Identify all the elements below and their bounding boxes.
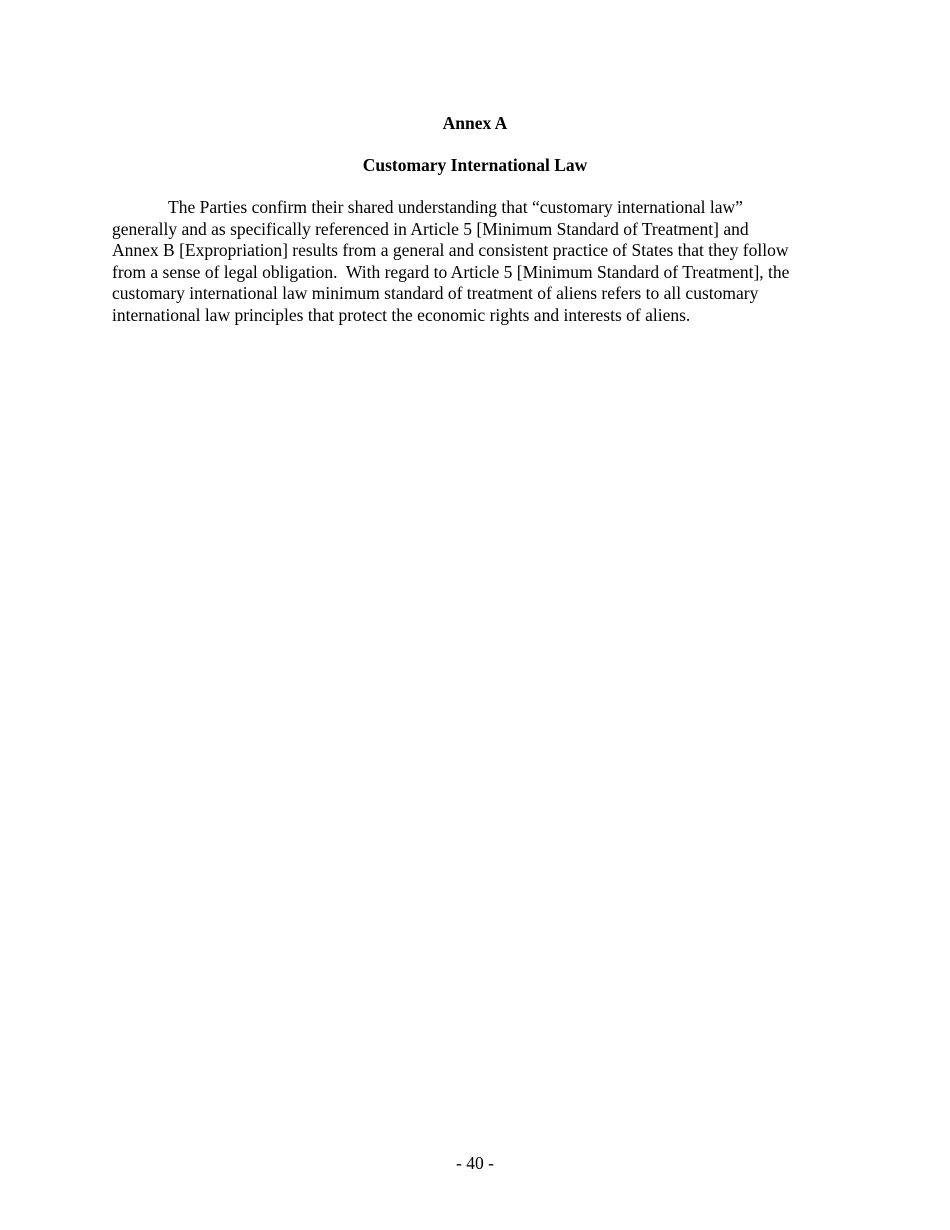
- annex-subtitle: Customary International Law: [362, 155, 588, 175]
- annex-title: Annex A: [442, 113, 508, 133]
- paragraph-line: The Parties confirm their shared understanding that “customary international law”: [168, 197, 743, 217]
- body-paragraph: [112, 197, 840, 326]
- paragraph-line: from a sense of legal obligation. With regard to Article 5 [Minimum Standard of Treatment], the: [112, 261, 790, 282]
- paragraph-line: generally and as specifically referenced in Article 5 [Minimum Standard of Treatment] and: [112, 218, 749, 239]
- paragraph-line: Annex B [Expropriation] results from a general and consistent practice of States that they follow: [112, 240, 789, 260]
- paragraph-line: international law principles that protect the economic rights and interests of aliens.: [112, 304, 691, 325]
- page-number: - 40 -: [456, 1153, 494, 1173]
- paragraph-line: customary international law minimum standard of treatment of aliens refers to all customary: [112, 283, 759, 303]
